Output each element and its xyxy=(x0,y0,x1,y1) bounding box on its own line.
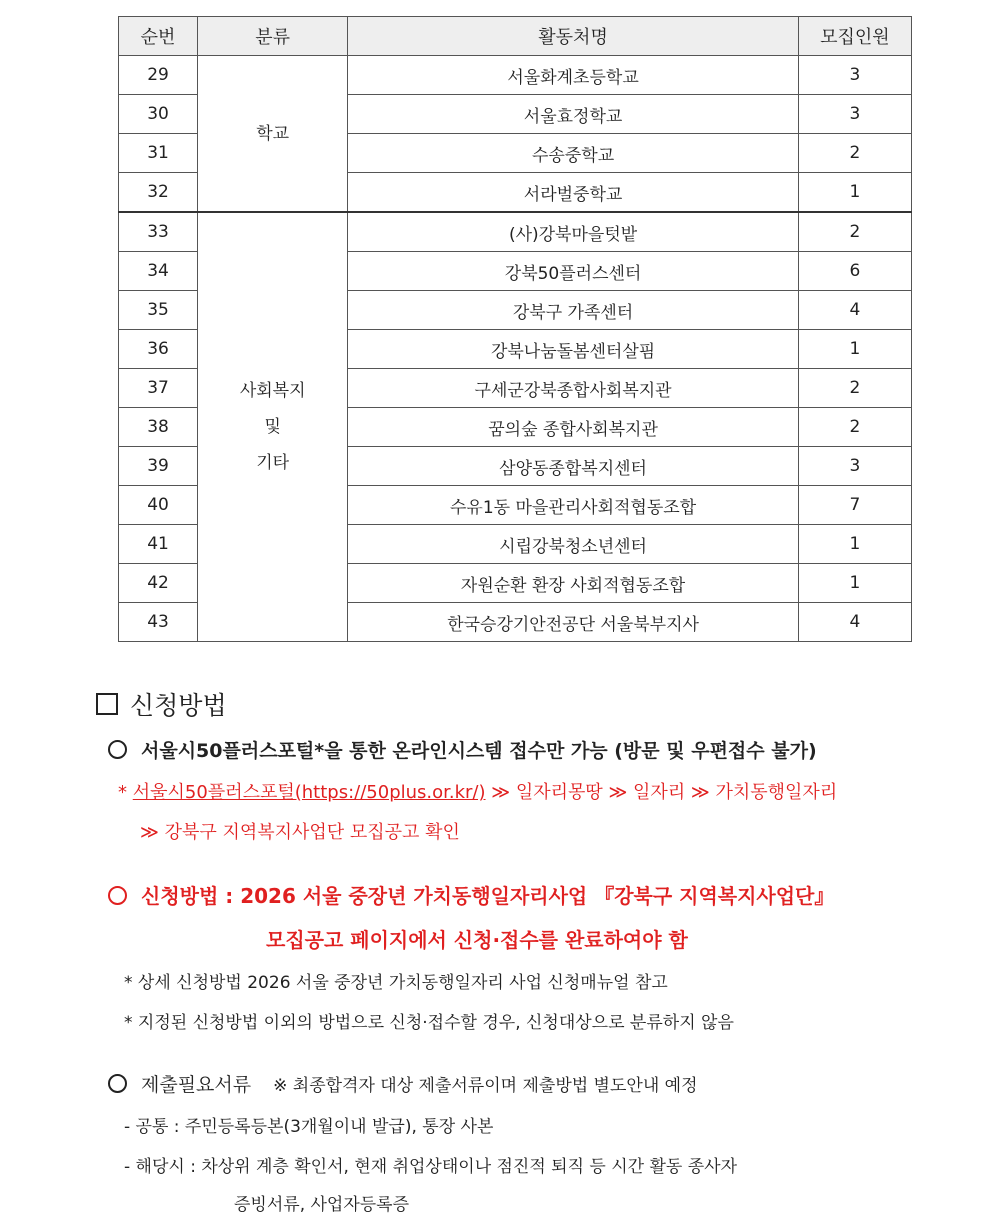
circle-bullet-icon xyxy=(108,1074,127,1093)
row-site-name: 시립강북청소년센터 xyxy=(348,525,799,564)
row-site-name: 꿈의숲 종합사회복지관 xyxy=(348,408,799,447)
path-star: * xyxy=(118,782,127,803)
circle-bullet-icon xyxy=(108,886,127,905)
row-number: 37 xyxy=(119,369,198,408)
row-site-name: 강북나눔돌봄센터살핌 xyxy=(348,330,799,369)
row-site-name: 서울효정학교 xyxy=(348,95,799,134)
path-rest-1: ≫ 일자리몽땅 ≫ 일자리 ≫ 가치동행일자리 xyxy=(485,782,838,803)
row-site-name: 강북구 가족센터 xyxy=(348,291,799,330)
row-recruit-count: 4 xyxy=(798,603,911,642)
category-line: 및 xyxy=(264,417,281,437)
recruitment-table xyxy=(118,16,912,642)
row-site-name: (사)강북마을텃밭 xyxy=(348,212,799,252)
header-number: 순번 xyxy=(119,17,198,56)
row-number: 41 xyxy=(119,525,198,564)
row-site-name: 수유1동 마을관리사회적협동조합 xyxy=(348,486,799,525)
row-number: 35 xyxy=(119,291,198,330)
row-recruit-count: 1 xyxy=(798,564,911,603)
apply-method-bullet xyxy=(108,880,834,909)
row-category xyxy=(198,212,348,642)
row-category xyxy=(198,56,348,213)
row-site-name: 서울화계초등학교 xyxy=(348,56,799,95)
portal-link[interactable]: 서울시50플러스포털(https://50plus.or.kr/) xyxy=(132,782,486,803)
row-site-name: 한국승강기안전공단 서울북부지사 xyxy=(348,603,799,642)
checkbox-square-icon xyxy=(96,693,118,715)
row-recruit-count: 3 xyxy=(798,447,911,486)
table-header-row xyxy=(119,17,912,56)
row-number: 36 xyxy=(119,330,198,369)
circle-bullet-icon xyxy=(108,740,127,759)
row-number: 40 xyxy=(119,486,198,525)
row-number: 39 xyxy=(119,447,198,486)
row-number: 29 xyxy=(119,56,198,95)
online-only-bullet xyxy=(108,736,817,763)
row-number: 42 xyxy=(119,564,198,603)
row-site-name: 서라벌중학교 xyxy=(348,173,799,213)
row-recruit-count: 1 xyxy=(798,525,911,564)
table-body xyxy=(119,56,912,642)
note-manual: * 상세 신청방법 2026 서울 중장년 가치동행일자리 사업 신청매뉴얼 참고 xyxy=(124,973,668,993)
section-title-text: 신청방법 xyxy=(130,691,227,720)
row-recruit-count: 2 xyxy=(798,408,911,447)
row-site-name: 강북50플러스센터 xyxy=(348,252,799,291)
row-recruit-count: 2 xyxy=(798,369,911,408)
docs-applicable-2: 증빙서류, 사업자등록증 xyxy=(234,1195,410,1215)
apply-method-text-2: 모집공고 페이지에서 신청·접수를 완료하여야 함 xyxy=(266,928,688,952)
row-site-name: 삼양동종합복지센터 xyxy=(348,447,799,486)
required-docs-bullet xyxy=(108,1070,698,1097)
required-docs-title: 제출필요서류 xyxy=(141,1074,252,1096)
table-row xyxy=(119,56,912,95)
row-recruit-count: 6 xyxy=(798,252,911,291)
row-site-name: 구세군강북종합사회복지관 xyxy=(348,369,799,408)
portal-path-line-2: ≫ 강북구 지역복지사업단 모집공고 확인 xyxy=(140,822,460,843)
row-recruit-count: 3 xyxy=(798,56,911,95)
category-line: 기타 xyxy=(256,453,290,473)
row-number: 31 xyxy=(119,134,198,173)
docs-applicable-1: - 해당시 : 차상위 계층 확인서, 현재 취업상태이나 점진적 퇴직 등 시간 활동 종사자 xyxy=(124,1157,738,1177)
table-row xyxy=(119,212,912,252)
row-recruit-count: 2 xyxy=(798,212,911,252)
section-title xyxy=(96,686,227,722)
row-recruit-count: 1 xyxy=(798,330,911,369)
row-recruit-count: 4 xyxy=(798,291,911,330)
required-docs-note: ※ 최종합격자 대상 제출서류이며 제출방법 별도안내 예정 xyxy=(273,1076,698,1096)
note-other-method: * 지정된 신청방법 이외의 방법으로 신청·접수할 경우, 신청대상으로 분류하지 않음 xyxy=(124,1013,734,1033)
row-number: 34 xyxy=(119,252,198,291)
row-number: 30 xyxy=(119,95,198,134)
row-number: 38 xyxy=(119,408,198,447)
row-site-name: 수송중학교 xyxy=(348,134,799,173)
row-recruit-count: 3 xyxy=(798,95,911,134)
header-category: 분류 xyxy=(198,17,348,56)
row-number: 33 xyxy=(119,212,198,252)
docs-common: - 공통 : 주민등록등본(3개월이내 발급), 통장 사본 xyxy=(124,1117,494,1137)
row-number: 43 xyxy=(119,603,198,642)
row-site-name: 자원순환 환장 사회적협동조합 xyxy=(348,564,799,603)
row-recruit-count: 2 xyxy=(798,134,911,173)
category-line: 학교 xyxy=(256,123,290,144)
row-recruit-count: 7 xyxy=(798,486,911,525)
portal-path-line-1 xyxy=(118,778,837,804)
online-only-text: 서울시50플러스포털*을 통한 온라인시스템 접수만 가능 (방문 및 우편접수 불가) xyxy=(141,740,817,762)
row-number: 32 xyxy=(119,173,198,213)
category-line: 사회복지 xyxy=(239,381,306,401)
header-site-name: 활동처명 xyxy=(348,17,799,56)
row-recruit-count: 1 xyxy=(798,173,911,213)
header-recruit-count: 모집인원 xyxy=(798,17,911,56)
apply-method-text-1: 신청방법 : 2026 서울 중장년 가치동행일자리사업 『강북구 지역복지사업단』 xyxy=(141,884,835,908)
